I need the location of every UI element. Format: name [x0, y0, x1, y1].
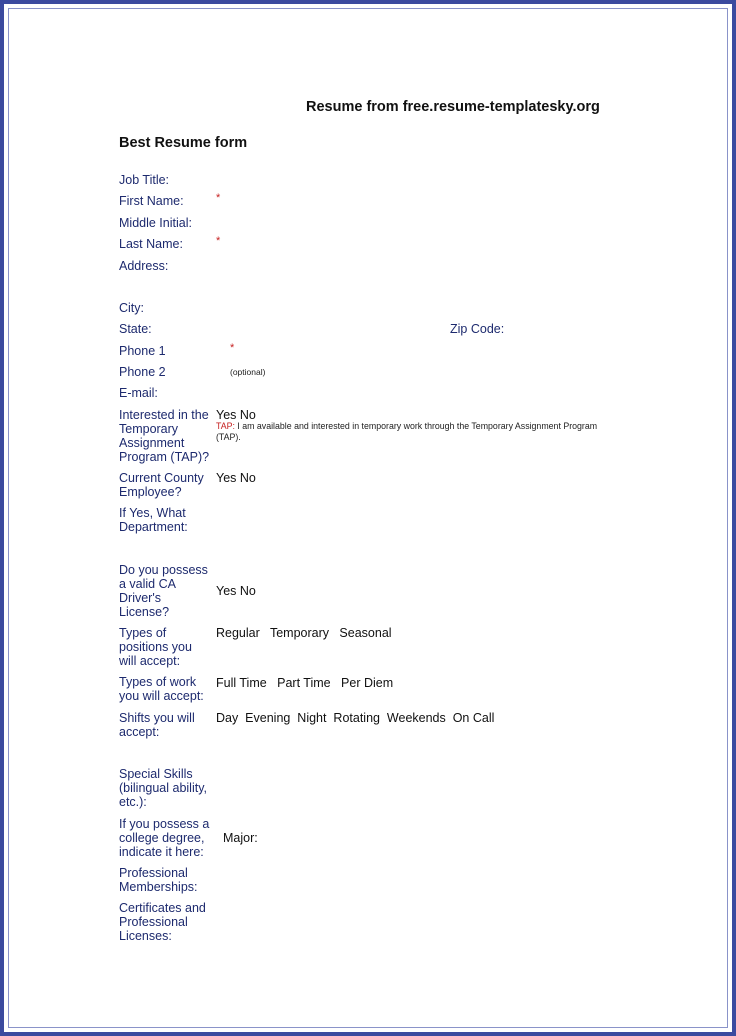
department-question: If Yes, What Department:: [119, 506, 188, 534]
middle-initial-label: Middle Initial:: [119, 216, 192, 230]
tap-question: Interested in the Temporary Assignment Program (TAP)?: [119, 408, 210, 464]
positions-options: Regular Temporary Seasonal: [216, 626, 392, 640]
last-name-required-mark: *: [216, 235, 221, 247]
first-name-label: First Name:: [119, 194, 184, 208]
state-label: State:: [119, 322, 152, 336]
job-title-label: Job Title:: [119, 173, 170, 187]
license-yes-no: Yes No: [216, 584, 256, 598]
phone1-required-mark: *: [230, 342, 235, 354]
special-skills-question: Special Skills (bilingual ability, etc.):: [119, 767, 208, 809]
email-label: E-mail:: [119, 386, 158, 400]
shifts-question: Shifts you will accept:: [119, 711, 195, 739]
address-label: Address:: [119, 259, 169, 273]
major-label: Major:: [223, 831, 258, 845]
phone1-label: Phone 1: [119, 344, 166, 358]
phone2-label: Phone 2: [119, 365, 166, 379]
tap-description: [216, 421, 606, 443]
memberships-question: Professional Memberships:: [119, 866, 198, 894]
county-employee-question: Current County Employee?: [119, 471, 204, 499]
county-employee-yes-no: Yes No: [216, 471, 256, 485]
page-inner-border: [8, 8, 728, 1028]
phone2-optional-note: (optional): [230, 367, 266, 377]
zip-code-label: Zip Code:: [450, 322, 505, 336]
certificates-question: Certificates and Professional Licenses:: [119, 901, 206, 943]
city-label: City:: [119, 301, 144, 315]
license-question: Do you possess a valid CA Driver's License?: [119, 563, 208, 619]
tap-text: I am available and interested in temporary work through the Temporary Assignment Program (TAP).: [216, 421, 598, 442]
page-header: Resume from free.resume-templatesky.org: [306, 99, 600, 115]
first-name-required-mark: *: [216, 192, 221, 204]
work-types-options: Full Time Part Time Per Diem: [216, 676, 394, 690]
last-name-label: Last Name:: [119, 237, 183, 251]
college-degree-question: If you possess a college degree, indicate it here:: [119, 817, 210, 859]
tap-prefix: TAP:: [216, 421, 235, 431]
shifts-options: Day Evening Night Rotating Weekends On Call: [216, 711, 495, 725]
work-types-question: Types of work you will accept:: [119, 675, 204, 703]
positions-question: Types of positions you will accept:: [119, 626, 192, 668]
form-title: Best Resume form: [119, 135, 248, 151]
tap-yes-no: Yes No: [216, 408, 256, 422]
